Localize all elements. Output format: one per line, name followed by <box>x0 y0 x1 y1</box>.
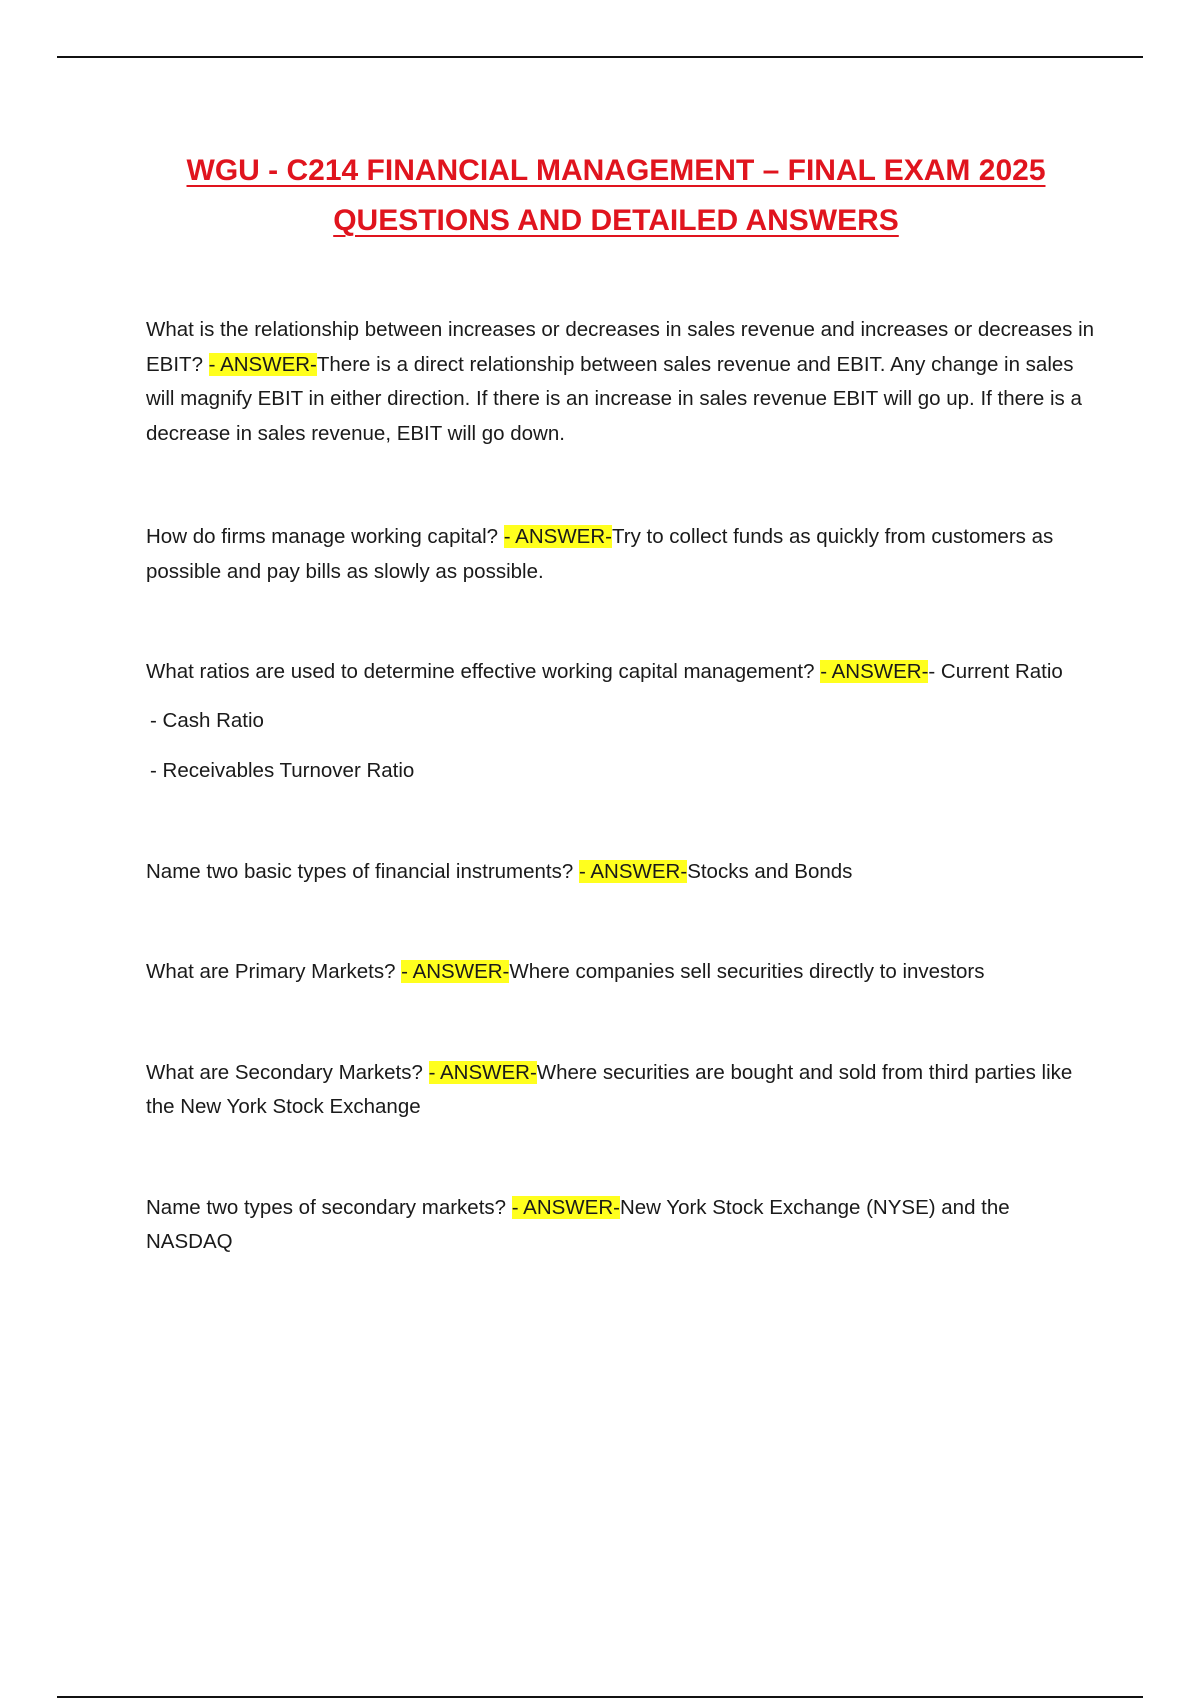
qa-item-7 <box>146 1191 1096 1260</box>
qa-item-5 <box>146 955 1096 990</box>
qa-item-3-main <box>146 655 1096 690</box>
answer-text: Where securities are bought and sold from third parties like the New York Stock Exchange <box>146 1060 1073 1118</box>
answer-marker: - ANSWER- <box>503 525 612 548</box>
answer-text: Try to collect funds as quickly from customers as possible and pay bills as slowly as possible. <box>146 525 1054 583</box>
question-text: What ratios are used to determine effective working capital management? <box>146 660 821 683</box>
top-rule <box>57 56 1143 58</box>
question-text: Name two types of secondary markets? <box>146 1195 512 1219</box>
question-text: What are Primary Markets? <box>146 960 402 983</box>
title-line-2: QUESTIONS AND DETAILED ANSWERS <box>333 204 899 237</box>
answer-text: - Current Ratio <box>928 660 1063 683</box>
qa-item-6 <box>146 1056 1096 1125</box>
answer-text: Where companies sell securities directly to investors <box>509 960 985 983</box>
title-line-1: WGU - C214 FINANCIAL MANAGEMENT – FINAL EXAM 2025 <box>186 154 1046 187</box>
answer-text: Stocks and Bonds <box>687 859 853 883</box>
qa-list <box>146 313 1096 1260</box>
answer-marker: - ANSWER- <box>578 859 688 883</box>
answer-marker: - ANSWER- <box>511 1195 620 1219</box>
question-text: What is the relationship between increases or decreases in sales revenue and increases or decreases in EBIT? <box>146 318 1095 376</box>
bottom-rule <box>57 1696 1143 1698</box>
answer-marker: - ANSWER- <box>208 352 317 376</box>
question-text: Name two basic types of financial instruments? <box>146 859 579 883</box>
qa-item-3 <box>146 655 1096 789</box>
question-text: What are Secondary Markets? <box>146 1060 429 1084</box>
qa-item-1 <box>146 313 1096 451</box>
answer-marker: - ANSWER- <box>428 1060 537 1084</box>
question-text: How do firms manage working capital? <box>146 525 504 548</box>
document-title <box>100 146 1132 246</box>
answer-text: There is a direct relationship between sales revenue and EBIT. Any change in sales will magnify EBIT in either direction. If there is an increase in sales revenue EBIT will go up. If there is a decrease in sales revenue, EBIT will go down. <box>146 352 1082 445</box>
answer-text: New York Stock Exchange (NYSE) and the NASDAQ <box>146 1195 1010 1253</box>
list-item-cash-ratio: - Cash Ratio <box>150 708 264 732</box>
qa-item-2 <box>146 520 1096 589</box>
qa-item-4 <box>146 855 1096 890</box>
answer-marker: - ANSWER- <box>401 960 510 983</box>
list-item-receivables-turnover: - Receivables Turnover Ratio <box>150 759 415 782</box>
answer-marker: - ANSWER- <box>820 660 929 683</box>
